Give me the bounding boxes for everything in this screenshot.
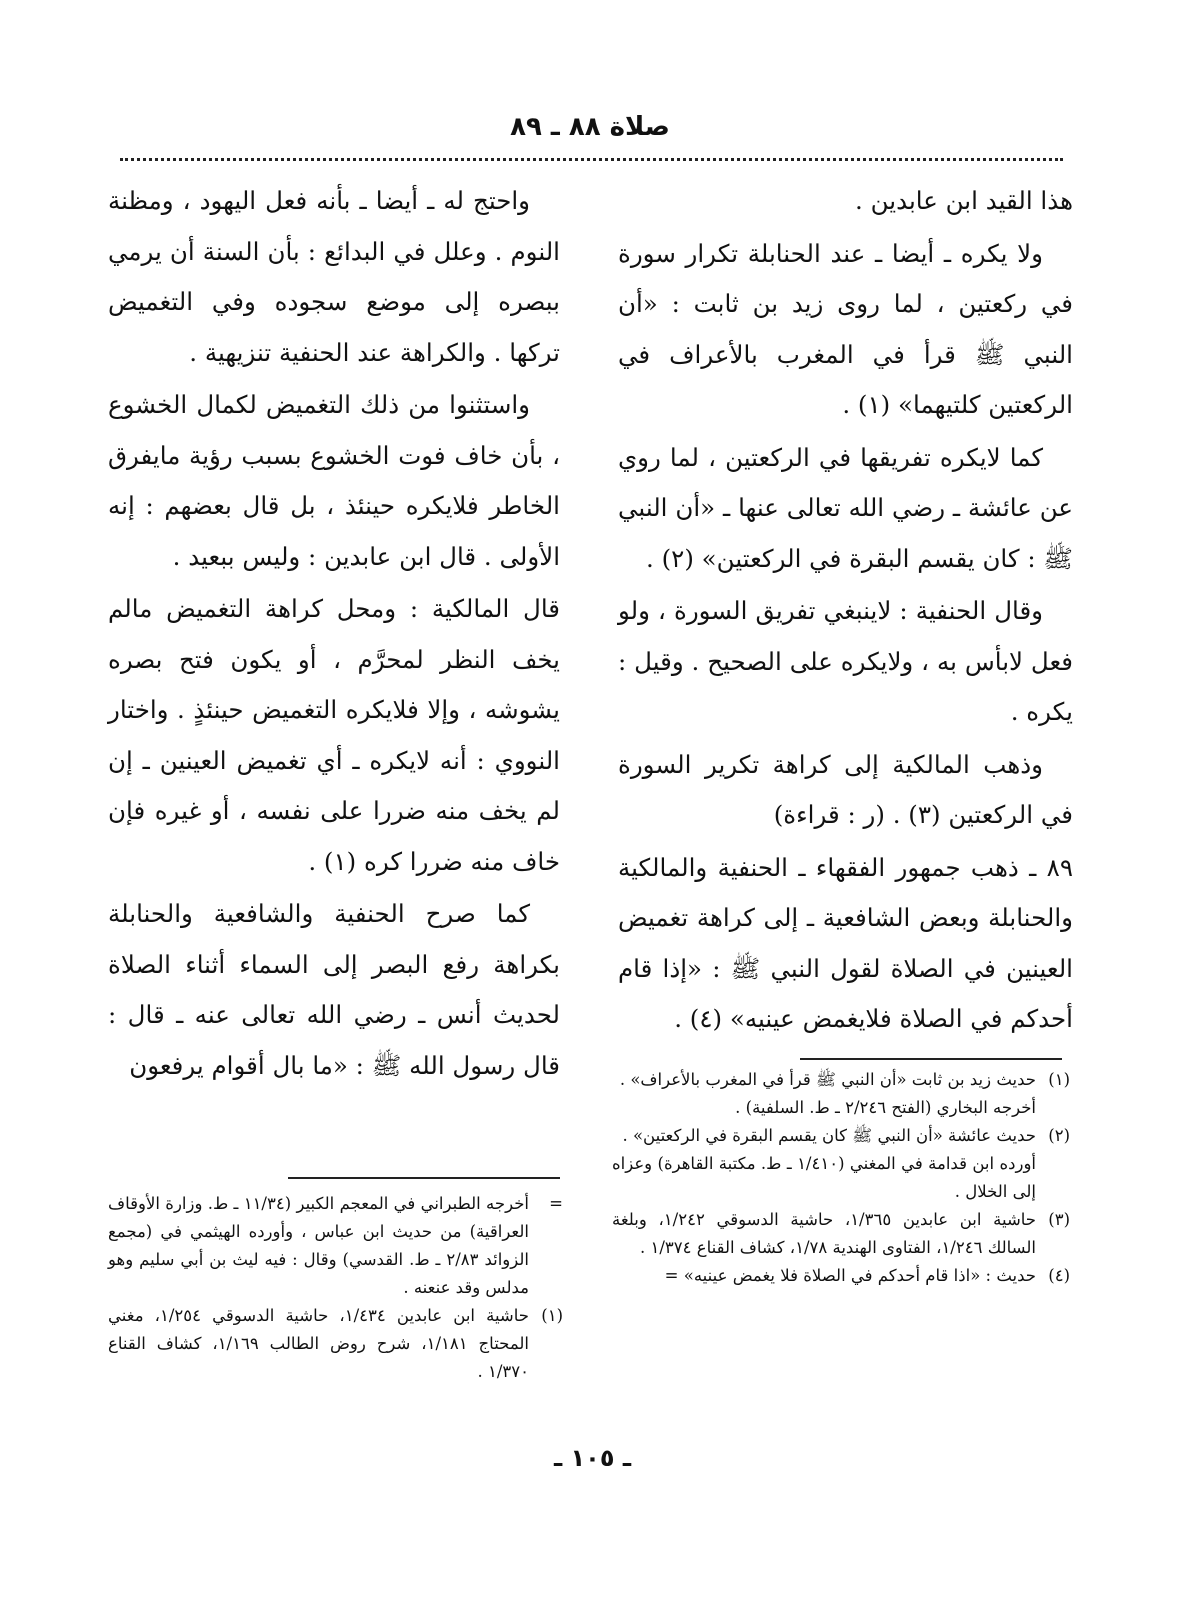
footnotes-left: [108, 1190, 563, 1386]
footnote-text: أخرجه البخاري (الفتح ٢/٢٤٦ ـ ط. السلفية) .: [735, 1098, 1036, 1117]
footnote-marker: (١): [1048, 1070, 1070, 1089]
paragraph: هذا القيد ابن عابدين .: [855, 186, 1073, 215]
footnote: [612, 1262, 1070, 1290]
footnote-marker: (٢): [1048, 1126, 1070, 1145]
footnote-marker: (٤): [1048, 1266, 1070, 1285]
footnote-text: حديث زيد بن ثابت «أن النبي ﷺ قرأ في المغرب بالأعراف» .: [619, 1070, 1036, 1089]
footnote-text: حديث : «اذا قام أحدكم في الصلاة فلا يغمض عينيه» =: [664, 1266, 1036, 1285]
footnote: [612, 1206, 1070, 1262]
paragraph: وقال الحنفية : لاينبغي تفريق السورة ، ولو فعل لابأس به ، ولايكره على الصحيح . وقيل : يكره .: [618, 596, 1073, 726]
paragraph: واحتج له ـ أيضا ـ بأنه فعل اليهود ، ومظنة النوم . وعلل في البدائع : بأن السنة أن يرمي ببصره إلى موضع سجوده وفي التغميض تركها . والكراهة عند الحنفية تنزيهية .: [108, 186, 560, 367]
footnote-marker: (١): [541, 1306, 563, 1325]
header-dotted-rule: [120, 158, 1063, 161]
footnotes-right: [612, 1066, 1070, 1290]
footnote-separator-left: [288, 1177, 560, 1179]
paragraph: قال المالكية : ومحل كراهة التغميض مالم يخف النظر لمحرَّم ، أو يكون فتح بصره يشوشه ، وإلا فلايكره التغميض حينئذٍ . واختار النووي : أنه لايكره ـ أي تغميض العينين ـ إن لم يخف منه ضررا على نفسه ، أو غيره فإن خاف منه ضررا كره (١) .: [108, 594, 560, 876]
paragraph: ٨٩ ـ ذهب جمهور الفقهاء ـ الحنفية والمالكية والحنابلة وبعض الشافعية ـ إلى كراهة تغميض العينين في الصلاة لقول النبي ﷺ : «إذا قام أحدكم في الصلاة فلايغمض عينيه» (٤) .: [618, 852, 1073, 1033]
footnote: [612, 1066, 1070, 1094]
paragraph: واستثنوا من ذلك التغميض لكمال الخشوع ، بأن خاف فوت الخشوع بسبب رؤية مايفرق الخاطر فلايكره حينئذ ، بل قال بعضهم : إنه الأولى . قال ابن عابدين : وليس ببعيد .: [108, 390, 560, 571]
footnote: [108, 1302, 563, 1386]
footnote-separator-right: [800, 1058, 1062, 1060]
footnote-marker: =: [549, 1194, 563, 1213]
footnote: [612, 1122, 1070, 1150]
paragraph: كما صرح الحنفية والشافعية والحنابلة بكراهة رفع البصر إلى السماء أثناء الصلاة لحديث أنس ـ رضي الله تعالى عنه ـ قال : قال رسول الله ﷺ : «ما بال أقوام يرفعون: [108, 899, 560, 1080]
footnote-continuation: [612, 1094, 1070, 1122]
page-number: ـ ١٠٥ ـ: [553, 1444, 632, 1472]
footnote-text: حاشية ابن عابدين ١/٤٣٤، حاشية الدسوقي ١/٢٥٤، مغني المحتاج ١/١٨١، شرح روض الطالب ١/١٦٩، كشاف القناع ١/٣٧٠ .: [108, 1306, 529, 1381]
paragraph: وذهب المالكية إلى كراهة تكرير السورة في الركعتين (٣) . (ر : قراءة): [618, 749, 1073, 829]
footnote-text: أخرجه الطبراني في المعجم الكبير (١١/٣٤ ـ ط. وزارة الأوقاف العراقية) من حديث ابن عباس ، وأورده الهيثمي في (مجمع الزوائد ٢/٨٣ ـ ط. القدسي) وقال : فيه ليث بن أبي سليم وهو مدلس وقد عنعنه .: [108, 1194, 529, 1297]
left-text-column: [108, 176, 560, 1091]
page-title: صلاة ٨٨ ـ ٨٩: [510, 112, 670, 142]
paragraph: كما لايكره تفريقها في الركعتين ، لما روي عن عائشة ـ رضي الله تعالى عنها ـ «أن النبي ﷺ : كان يقسم البقرة في الركعتين» (٢) .: [618, 442, 1073, 573]
footnote-text: أورده ابن قدامة في المغني (١/٤١٠ ـ ط. مكتبة القاهرة) وعزاه إلى الخلال .: [612, 1154, 1036, 1201]
footnote-text: حاشية ابن عابدين ١/٣٦٥، حاشية الدسوقي ١/٢٤٢، وبلغة السالك ١/٢٤٦، الفتاوى الهندية ١/٧٨، كشاف القناع ١/٣٧٤ .: [612, 1210, 1036, 1257]
page-header: [120, 112, 1060, 142]
footnote-continuation: [612, 1150, 1070, 1206]
footnote: [108, 1190, 563, 1302]
right-text-column: [618, 176, 1073, 1045]
footnote-marker: (٣): [1048, 1210, 1070, 1229]
footnote-text: حديث عائشة «أن النبي ﷺ كان يقسم البقرة في الركعتين» .: [622, 1126, 1036, 1145]
paragraph: ولا يكره ـ أيضا ـ عند الحنابلة تكرار سورة في ركعتين ، لما روى زيد بن ثابت : «أن النبي ﷺ قرأ في المغرب بالأعراف في الركعتين كلتيهما» (١) .: [618, 238, 1073, 419]
